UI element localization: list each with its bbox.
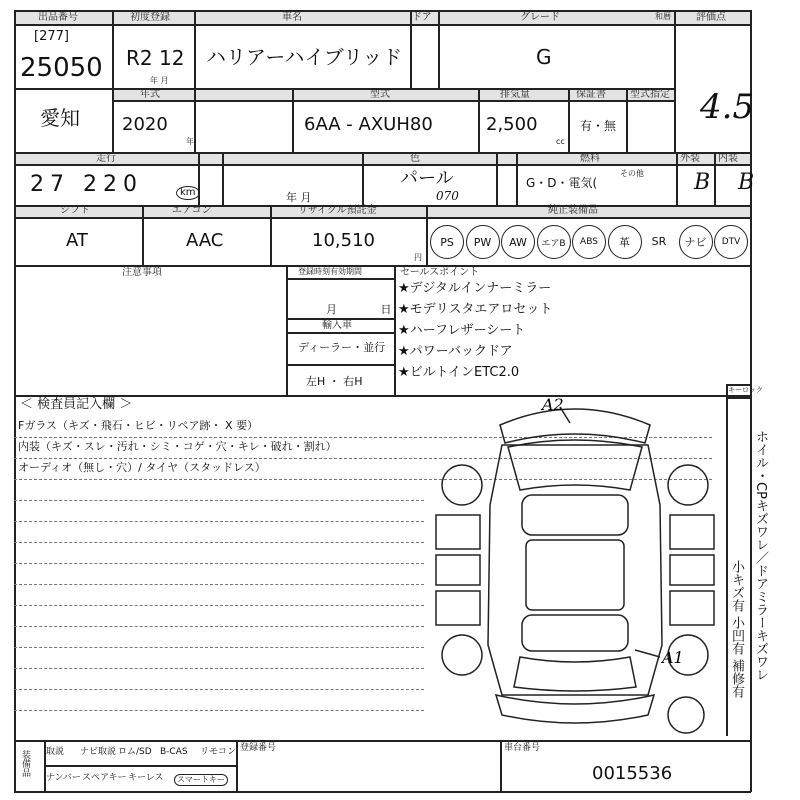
rule — [198, 152, 200, 205]
header-band-4 — [14, 205, 750, 217]
footer-item: 取説 — [46, 747, 65, 757]
rule — [426, 205, 428, 265]
recycle-unit: 円 — [414, 253, 422, 262]
equipment-item: エアB — [537, 225, 571, 259]
rule — [14, 710, 424, 711]
rule — [626, 88, 628, 152]
rule — [142, 205, 144, 265]
rear-right-door — [670, 591, 714, 625]
rule — [14, 689, 424, 690]
year-unit: 年 — [186, 137, 194, 146]
interior-score: B — [738, 170, 755, 195]
vertical-note-2: 小キズ有 小凹有 補修有 — [728, 560, 744, 699]
front-left-wheel — [442, 465, 482, 505]
first-reg-unit: 年 月 — [150, 76, 169, 85]
first-reg: R2 12 — [126, 46, 185, 70]
grade: G — [536, 45, 552, 69]
equipment-item: SR — [651, 234, 667, 248]
rule — [194, 88, 196, 152]
era-label: 和暦 — [655, 12, 671, 21]
car-diagram — [430, 395, 720, 740]
rule — [286, 265, 288, 395]
rule — [14, 205, 751, 207]
cc-unit: cc — [556, 137, 565, 146]
fuel: G・D・電気( — [526, 176, 598, 190]
front-right-door — [670, 555, 714, 585]
shift-label: シフト — [60, 205, 90, 216]
rule — [14, 626, 424, 627]
handle-side: 左H ・ 右H — [306, 375, 363, 388]
recycle-label: リサイクル預託金 — [298, 205, 377, 216]
footer-item: スペアキー — [82, 773, 127, 783]
shape-label: 型式 — [370, 89, 390, 100]
equipment-item: ABS — [572, 225, 606, 259]
frame-top — [14, 10, 751, 12]
rule — [44, 765, 236, 767]
fuel-label: 燃料 — [580, 153, 600, 164]
rule — [14, 152, 751, 154]
rule — [496, 152, 498, 205]
displacement-label: 排気量 — [500, 89, 530, 100]
fuel-other: その他 — [620, 169, 644, 178]
rule — [14, 605, 424, 606]
front-right-wheel — [668, 465, 708, 505]
footer-item: ナビ取説 — [80, 747, 117, 757]
exterior-score: B — [694, 170, 711, 195]
front-left-door — [436, 555, 480, 585]
rule — [194, 10, 196, 88]
chassis-number: 0015536 — [592, 763, 673, 784]
rule — [14, 740, 751, 742]
warranty-label: 保証書 — [576, 89, 606, 100]
rule — [14, 668, 424, 669]
score: 4.5 — [700, 87, 755, 127]
door-label: ドア — [412, 12, 432, 23]
rule — [726, 397, 751, 399]
lot-number: 25050 — [20, 53, 103, 83]
rule — [14, 500, 424, 501]
rule — [292, 88, 294, 152]
import-type: ディーラー・並行 — [298, 341, 386, 354]
rule — [14, 647, 424, 648]
reg-label: 年式 — [140, 89, 160, 100]
rule — [14, 584, 424, 585]
roof — [526, 540, 624, 610]
sales-point: ★デジタルインナーミラー — [398, 281, 552, 296]
mileage-unit: km — [176, 186, 200, 200]
inspector-title: ＜ 検査員記入欄 ＞ — [20, 397, 133, 412]
rule — [478, 88, 480, 152]
footer-item: スマートキー — [174, 774, 228, 786]
recycle-fee: 10,510 — [312, 230, 375, 251]
header-band-1 — [14, 12, 750, 24]
rule — [14, 217, 751, 219]
aircon-label: エアコン — [172, 205, 212, 216]
model-code: 6AA - AXUH80 — [304, 114, 433, 135]
rule — [714, 152, 716, 205]
rule — [394, 265, 396, 395]
equipment-item: ナビ — [679, 225, 713, 259]
first-reg-label: 初度登録 — [130, 12, 170, 23]
items-label: 装備品 — [20, 750, 30, 777]
grade-label: グレード — [520, 12, 560, 23]
inspector-line: 内装（キズ・スレ・汚れ・シミ・コゲ・穴・キレ・破れ・割れ） — [18, 440, 337, 453]
reg-date: 月 日 — [326, 303, 412, 316]
rule — [362, 152, 364, 205]
rule — [674, 10, 676, 152]
windshield — [522, 495, 628, 535]
score-label: 評価点 — [696, 12, 726, 23]
key-lock-label: キーロック — [728, 386, 763, 394]
front-bumper — [500, 409, 650, 443]
rule — [500, 740, 502, 792]
color: パール — [400, 168, 454, 189]
rule — [14, 24, 751, 26]
footer-item: キーレス — [128, 773, 164, 783]
rule — [438, 10, 440, 88]
year: 2020 — [122, 114, 168, 135]
sales-point: ★パワーバックドア — [398, 344, 513, 359]
car-name: ハリアーハイブリッド — [206, 45, 403, 69]
rule — [676, 152, 678, 205]
footer-item: B-CAS — [160, 747, 188, 757]
lot-prefix: [277] — [34, 29, 69, 44]
mark-a2: A2 — [542, 395, 564, 414]
hood — [508, 440, 642, 490]
rule — [112, 100, 674, 102]
front-left-fender — [436, 515, 480, 549]
sales-point: ★ハーフレザーシート — [398, 323, 526, 338]
rule — [236, 740, 238, 792]
rule — [568, 88, 570, 152]
equipment-item: 革 — [608, 225, 642, 259]
front-right-fender — [670, 515, 714, 549]
footer-item: ナンバー — [46, 773, 81, 783]
caution-label: 注意事項 — [122, 267, 162, 278]
rule — [286, 364, 394, 366]
mark-a1: A1 — [662, 648, 684, 667]
sales-label: セールスポイント — [400, 267, 480, 278]
mileage-label: 走行 — [96, 153, 116, 164]
trunk — [514, 657, 636, 691]
vertical-note-1: ホイル・CPキズワレ／ドアミラーキズワレ — [752, 430, 768, 681]
rear-window — [522, 615, 628, 651]
rule — [14, 164, 751, 166]
mark-a1-leader — [635, 650, 660, 657]
frame-left — [14, 10, 16, 792]
displacement: 2,500 — [486, 114, 538, 135]
inspection-unit: 年 月 — [286, 191, 312, 204]
chassis-label: 車台番号 — [504, 743, 541, 753]
exterior-label: 外装 — [680, 153, 700, 164]
mileage: 27 220 — [30, 172, 143, 197]
equipment-item: PS — [430, 225, 464, 259]
reg-number-label: 登録番号 — [240, 743, 277, 753]
rule — [516, 152, 518, 205]
frame-bottom — [14, 791, 751, 793]
rule — [286, 278, 394, 280]
body-outline — [488, 445, 662, 695]
rule — [14, 542, 424, 543]
color-code: 070 — [436, 189, 459, 203]
import-label: 輸入車 — [322, 320, 352, 331]
equipment-item: DTV — [714, 225, 748, 259]
rule — [112, 10, 114, 152]
header-band-3 — [14, 152, 750, 164]
interior-label: 内装 — [718, 153, 738, 164]
inspector-line: Fガラス（キズ・飛石・ヒビ・リペア跡・ X 要） — [18, 419, 259, 432]
car-name-label: 車名 — [282, 12, 302, 23]
sales-point: ★ビルトインETC2.0 — [398, 365, 520, 380]
footer-item: リモコン — [200, 747, 237, 757]
spare-wheel — [668, 697, 704, 733]
rear-bumper — [496, 695, 654, 723]
sales-point: ★モデリスタエアロセット — [398, 302, 553, 317]
rule — [270, 205, 272, 265]
color-label: 色 — [410, 153, 420, 164]
rear-left-wheel — [442, 635, 482, 675]
rule — [14, 521, 424, 522]
lot-label: 出品番号 — [38, 12, 78, 23]
inspector-line: オーディオ（無し・穴）/ タイヤ（スタッドレス） — [18, 461, 266, 474]
rule — [222, 152, 224, 205]
rear-left-door — [436, 591, 480, 625]
rule — [286, 332, 394, 334]
equipment-label: 純正装備品 — [548, 205, 598, 216]
warranty: 有・無 — [580, 119, 617, 133]
equipment-item: AW — [501, 225, 535, 259]
region: 愛知 — [40, 106, 80, 130]
reg-valid-label: 登録時刻有効期間 — [298, 267, 362, 276]
shift: AT — [66, 230, 88, 251]
footer-item: ロム/SD — [118, 747, 152, 757]
aircon: AAC — [186, 230, 224, 251]
equipment-item: PW — [466, 225, 500, 259]
model-label: 型式指定 — [630, 89, 670, 100]
rule — [14, 563, 424, 564]
